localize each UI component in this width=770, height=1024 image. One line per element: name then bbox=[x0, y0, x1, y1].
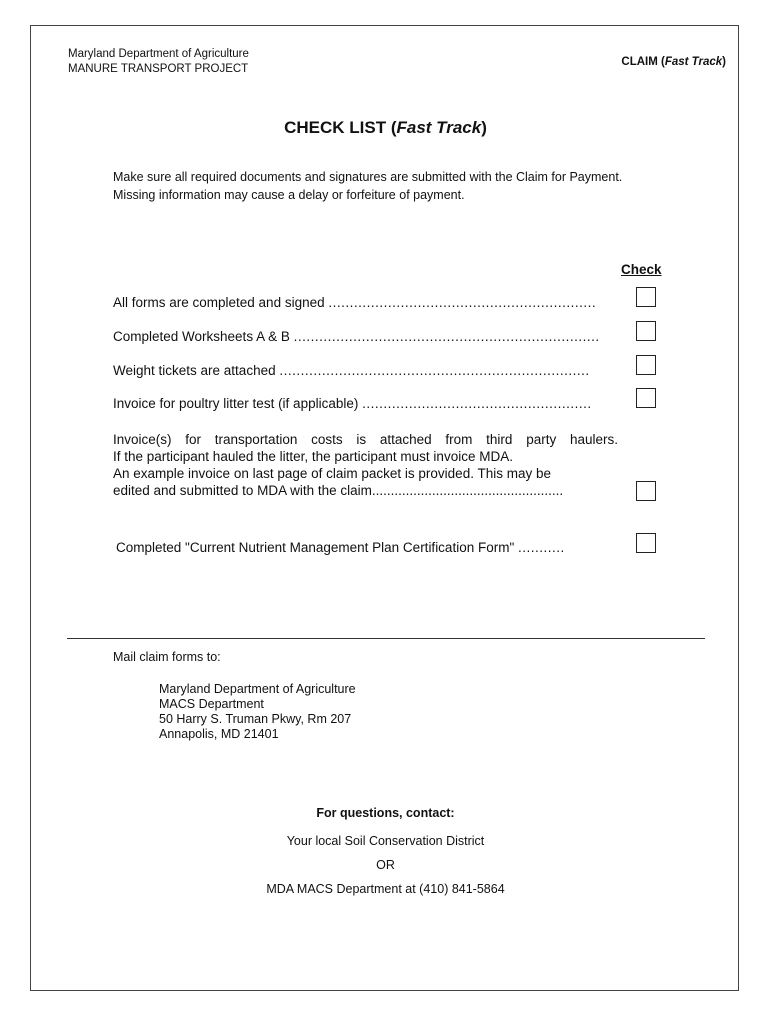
checklist-item-transport-invoice: Invoice(s) for transportation costs is attached from third party haulers. If the participant hauled the litter, the participant must invoice MDA. An example invoice on last page of claim packet is provided. This may be edited and submitted to MDA with the claim................................................... bbox=[113, 432, 618, 498]
mail-label: Mail claim forms to: bbox=[113, 650, 221, 664]
checkbox-transport-invoice[interactable] bbox=[636, 481, 656, 501]
contact-line-scd: Your local Soil Conservation District bbox=[286, 834, 485, 848]
checklist-item: Completed Worksheets A & B ........................................................................ bbox=[113, 329, 600, 344]
page-title: CHECK LIST (Fast Track) bbox=[284, 118, 487, 137]
checkbox-litter-test[interactable] bbox=[636, 388, 656, 408]
contact-line-mda: MDA MACS Department at (410) 841-5864 bbox=[266, 882, 505, 896]
check-column-header: Check bbox=[621, 262, 662, 277]
mailing-address: Maryland Department of Agriculture MACS Department 50 Harry S. Truman Pkwy, Rm 207 Annapolis, MD 21401 bbox=[159, 682, 356, 741]
org-header bbox=[68, 47, 249, 77]
document-page bbox=[30, 25, 739, 991]
project-name: MANURE TRANSPORT PROJECT bbox=[68, 63, 249, 75]
checkbox-forms-completed[interactable] bbox=[636, 287, 656, 307]
checkbox-nutrient-plan[interactable] bbox=[636, 533, 656, 553]
org-name: Maryland Department of Agriculture bbox=[68, 48, 249, 60]
checklist-item: All forms are completed and signed ............................................................... bbox=[113, 295, 597, 310]
contact-or: OR bbox=[376, 858, 395, 872]
contact-heading: For questions, contact: bbox=[316, 806, 455, 820]
checkbox-weight-tickets[interactable] bbox=[636, 355, 656, 375]
claim-label: CLAIM (Fast Track) bbox=[621, 56, 726, 68]
intro-paragraph: Make sure all required documents and signatures are submitted with the Claim for Payment. Missing information may cause a delay or forfeiture of payment. bbox=[113, 170, 623, 202]
checklist-item: Invoice for poultry litter test (if applicable) ...................................................... bbox=[113, 396, 592, 411]
checklist-item: Completed "Current Nutrient Management Plan Certification Form" ........... bbox=[116, 540, 565, 555]
checkbox-worksheets[interactable] bbox=[636, 321, 656, 341]
section-divider bbox=[67, 638, 705, 639]
checklist-item: Weight tickets are attached ......................................................................... bbox=[113, 363, 590, 378]
